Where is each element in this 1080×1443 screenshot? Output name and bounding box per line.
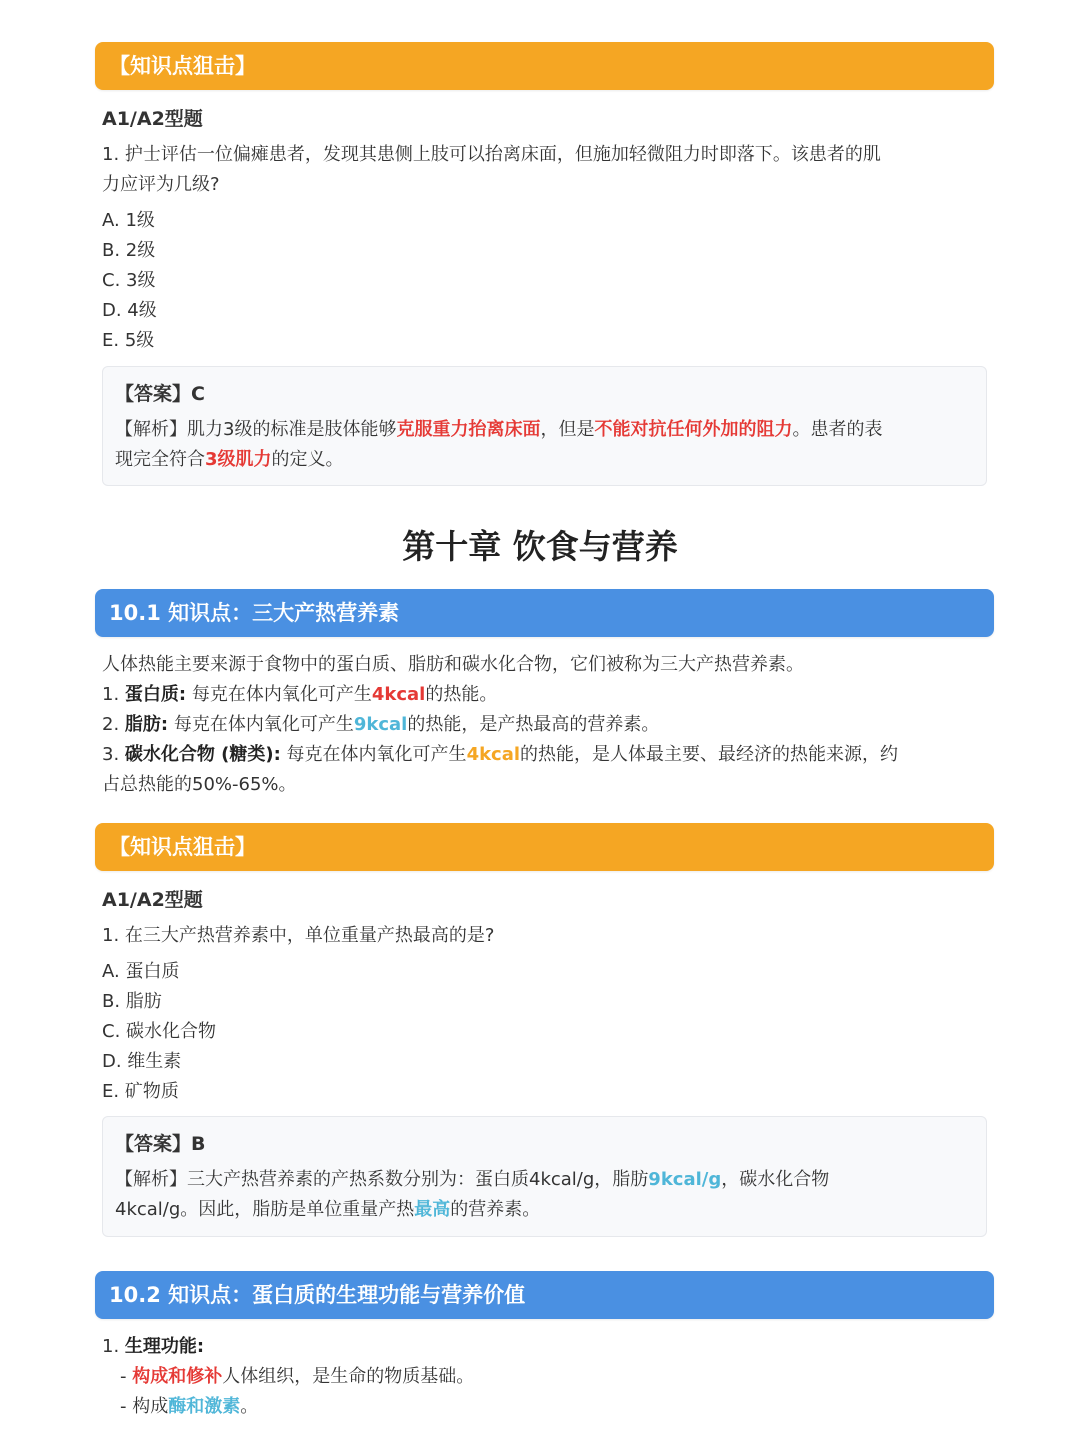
answer-box-2 xyxy=(102,1116,987,1237)
kp102-sub-1 xyxy=(120,1362,474,1392)
answer-box-1 xyxy=(102,366,987,486)
answer-value: C xyxy=(191,383,205,405)
highlight-text: 3级肌力 xyxy=(205,449,272,470)
explanation-text: ，但是 xyxy=(540,419,595,440)
option-e: E. 5级 xyxy=(102,330,155,351)
explanation-line-2 xyxy=(115,1195,540,1225)
highlight-text: 酶和激素 xyxy=(168,1396,241,1417)
item-text: 每克在体内氧化可产生 xyxy=(280,744,467,765)
item-text: 每克在体内氧化可产生 xyxy=(168,714,354,735)
item-term: 生理功能: xyxy=(124,1336,205,1357)
option-b: B. 2级 xyxy=(102,240,156,261)
knowledge-snipe-header-2: 【知识点狙击】 xyxy=(95,823,994,871)
explanation-text: 的定义。 xyxy=(271,449,344,470)
highlight-text: 9kcal/g xyxy=(648,1169,722,1190)
answer-label: 【答案】 xyxy=(115,1133,192,1155)
kp101-intro: 人体热能主要来源于食物中的蛋白质、脂肪和碳水化合物，它们被称为三大产热营养素。 xyxy=(102,654,804,675)
explanation-text: 肌力3级的标准是肢体能够 xyxy=(187,419,397,440)
explanation-text: 。患者的表 xyxy=(792,419,883,440)
explanation-text: ，碳水化合物 xyxy=(721,1169,830,1190)
highlight-text: 4kcal xyxy=(371,684,426,705)
sub-text: 人体组织，是生命的物质基础。 xyxy=(222,1366,475,1387)
explanation-text: 的营养素。 xyxy=(450,1199,541,1220)
explanation-line-2 xyxy=(115,445,344,475)
knowledge-point-10-1-header: 10.1 知识点：三大产热营养素 xyxy=(95,589,994,637)
item-text: 每克在体内氧化可产生 xyxy=(186,684,372,705)
explanation-line-1 xyxy=(115,1165,829,1195)
kp101-item-3-cont: 占总热能的50%-65%。 xyxy=(102,774,297,795)
highlight-text: 构成和修补 xyxy=(132,1366,223,1387)
knowledge-snipe-header-1: 【知识点狙击】 xyxy=(95,42,994,90)
highlight-text: 克服重力抬离床面 xyxy=(396,419,541,440)
highlight-text: 不能对抗任何外加的阻力 xyxy=(594,419,793,440)
kp101-item-3 xyxy=(102,740,898,770)
option-b: B. 脂肪 xyxy=(102,991,162,1012)
item-text: 的热能，是人体最主要、最经济的热能来源，约 xyxy=(520,744,899,765)
answer-line xyxy=(115,379,205,409)
option-a: A. 1级 xyxy=(102,210,155,231)
question-1-line-1: 1. 护士评估一位偏瘫患者，发现其患侧上肢可以抬离床面，但施加轻微阻力时即落下。该患者的肌 xyxy=(102,144,881,165)
answer-line xyxy=(115,1129,206,1159)
question-1-line-2: 力应评为几级? xyxy=(102,174,220,195)
item-number: 1. xyxy=(102,684,125,705)
item-term: 碳水化合物 (糖类): xyxy=(124,744,281,765)
item-number: 2. xyxy=(102,714,125,735)
option-c: C. 碳水化合物 xyxy=(102,1021,217,1042)
answer-value: B xyxy=(191,1133,206,1155)
option-d: D. 维生素 xyxy=(102,1051,182,1072)
chapter-title: 第十章 饮食与营养 xyxy=(402,527,678,566)
explanation-line-1 xyxy=(115,415,882,445)
option-c: C. 3级 xyxy=(102,270,156,291)
question-type-2: A1/A2型题 xyxy=(102,889,203,911)
highlight-text: 4kcal xyxy=(466,744,521,765)
item-text: 的热能。 xyxy=(425,684,498,705)
kp101-item-1 xyxy=(102,680,497,710)
question-type-1: A1/A2型题 xyxy=(102,108,203,130)
option-d: D. 4级 xyxy=(102,300,157,321)
answer-label: 【答案】 xyxy=(115,383,192,405)
explanation-label: 【解析】 xyxy=(115,1169,187,1190)
knowledge-point-10-2-header: 10.2 知识点：蛋白质的生理功能与营养价值 xyxy=(95,1271,994,1319)
item-number: 3. xyxy=(102,744,125,765)
explanation-label: 【解析】 xyxy=(115,419,187,440)
sub-prefix: - xyxy=(120,1366,133,1387)
question-2: 1. 在三大产热营养素中，单位重量产热最高的是? xyxy=(102,925,495,946)
option-a: A. 蛋白质 xyxy=(102,961,180,982)
item-number: 1. xyxy=(102,1336,125,1357)
item-term: 脂肪: xyxy=(124,714,169,735)
kp102-item-1 xyxy=(102,1332,204,1362)
explanation-text: 三大产热营养素的产热系数分别为：蛋白质4kcal/g，脂肪 xyxy=(187,1169,649,1190)
sub-prefix: - 构成 xyxy=(120,1396,169,1417)
highlight-text: 9kcal xyxy=(353,714,408,735)
item-text: 的热能，是产热最高的营养素。 xyxy=(407,714,660,735)
kp102-sub-2 xyxy=(120,1392,258,1422)
explanation-text: 4kcal/g。因此，脂肪是单位重量产热 xyxy=(115,1199,415,1220)
explanation-text: 现完全符合 xyxy=(115,449,205,470)
item-term: 蛋白质: xyxy=(124,684,187,705)
option-e: E. 矿物质 xyxy=(102,1081,179,1102)
kp101-item-2 xyxy=(102,710,659,740)
highlight-text: 最高 xyxy=(414,1199,451,1220)
sub-text: 。 xyxy=(240,1396,259,1417)
